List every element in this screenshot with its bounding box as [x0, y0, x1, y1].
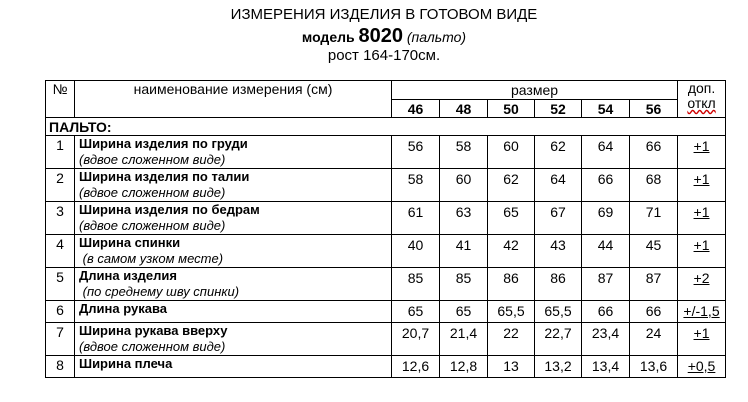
measurement-name-cell [75, 323, 392, 356]
tolerance-value: +0,5 [687, 358, 716, 374]
measurement-value: 71 [630, 202, 678, 235]
size-header: 56 [630, 100, 678, 118]
measurement-value: 23,4 [582, 323, 630, 356]
height-range: рост 164-170см. [327, 47, 441, 64]
table-row [46, 136, 726, 169]
measurement-name: Ширина спинки [79, 235, 181, 250]
measurement-value: 13 [488, 356, 535, 378]
measurement-value: 86 [488, 268, 535, 301]
measurement-value: 43 [535, 235, 582, 268]
measurement-value: 65,5 [535, 301, 582, 323]
measurement-value: 66 [630, 301, 678, 323]
measurement-value: 20,7 [392, 323, 440, 356]
row-number: 8 [46, 356, 75, 378]
measurement-value: 12,8 [440, 356, 488, 378]
number-column-header: № [46, 81, 75, 118]
tolerance-cell [678, 169, 726, 202]
tolerance-value: +1 [693, 171, 710, 187]
measurement-value: 22 [488, 323, 535, 356]
row-number: 6 [46, 301, 75, 323]
measurement-value: 13,6 [630, 356, 678, 378]
measurement-value: 64 [582, 136, 630, 169]
measurement-value: 21,4 [440, 323, 488, 356]
measurement-value: 68 [630, 169, 678, 202]
measurement-value: 87 [582, 268, 630, 301]
measurement-value: 41 [440, 235, 488, 268]
measurement-value: 62 [488, 169, 535, 202]
measurement-value: 60 [440, 169, 488, 202]
size-header: 48 [440, 100, 488, 118]
tolerance-cell [678, 268, 726, 301]
measurement-name-cell [75, 301, 392, 323]
model-kind: (пальто) [406, 29, 467, 45]
tolerance-header-line2: откл [687, 95, 716, 111]
measurement-value: 44 [582, 235, 630, 268]
row-number: 2 [46, 169, 75, 202]
row-number: 1 [46, 136, 75, 169]
measurement-value: 65 [488, 202, 535, 235]
measurement-note: (вдвое сложенном виде) [79, 218, 226, 233]
measurement-value: 66 [582, 169, 630, 202]
measurement-name-cell [75, 268, 392, 301]
table-row [46, 268, 726, 301]
measurement-value: 13,4 [582, 356, 630, 378]
tolerance-cell [678, 323, 726, 356]
measurement-value: 65,5 [488, 301, 535, 323]
table-row [46, 235, 726, 268]
row-number: 5 [46, 268, 75, 301]
tolerance-value: +1 [693, 204, 710, 220]
measurement-name: Длина изделия [79, 268, 177, 283]
size-column-header: размер [392, 81, 678, 100]
measurement-value: 86 [535, 268, 582, 301]
tolerance-header-line1: доп. [687, 80, 716, 96]
measurement-value: 42 [488, 235, 535, 268]
table-row [46, 169, 726, 202]
measurement-value: 61 [392, 202, 440, 235]
row-number: 3 [46, 202, 75, 235]
measurement-note: (по среднему шву спинки) [79, 284, 240, 299]
model-line [0, 25, 748, 48]
measurement-table [45, 80, 726, 378]
tolerance-value: +1 [693, 237, 710, 253]
row-number: 4 [46, 235, 75, 268]
measurement-name: Ширина рукава вверху [79, 323, 228, 338]
measurement-name-cell [75, 235, 392, 268]
row-number: 7 [46, 323, 75, 356]
measurement-name: Ширина изделия по груди [79, 136, 248, 151]
measurement-value: 22,7 [535, 323, 582, 356]
size-header: 46 [392, 100, 440, 118]
tolerance-value: +/-1,5 [683, 303, 720, 319]
measurement-name-cell [75, 202, 392, 235]
measurement-name: Длина рукава [79, 301, 167, 316]
measurement-value: 24 [630, 323, 678, 356]
measurement-value: 69 [582, 202, 630, 235]
measurement-value: 65 [440, 301, 488, 323]
header-row [46, 81, 726, 100]
measurement-value: 63 [440, 202, 488, 235]
size-header: 50 [488, 100, 535, 118]
measurement-name-cell [75, 136, 392, 169]
table-row [46, 356, 726, 378]
size-header: 54 [582, 100, 630, 118]
table-row [46, 202, 726, 235]
measurement-table-body [46, 81, 726, 378]
tolerance-value: +2 [693, 270, 710, 286]
measurement-name: Ширина плеча [79, 356, 173, 371]
measurement-value: 45 [630, 235, 678, 268]
tolerance-cell [678, 202, 726, 235]
section-title: ПАЛЬТО: [46, 118, 726, 136]
measurement-value: 58 [440, 136, 488, 169]
measurement-value: 85 [392, 268, 440, 301]
measurement-name: Ширина изделия по талии [79, 169, 250, 184]
name-column-header: наименование измерения (см) [75, 81, 392, 118]
measurement-name-cell [75, 169, 392, 202]
measurement-note: (вдвое сложенном виде) [79, 339, 226, 354]
measurement-value: 13,2 [535, 356, 582, 378]
measurement-value: 58 [392, 169, 440, 202]
tolerance-value: +1 [693, 138, 710, 154]
measurement-value: 40 [392, 235, 440, 268]
table-row [46, 301, 726, 323]
measurement-value: 66 [582, 301, 630, 323]
tolerance-cell [678, 136, 726, 169]
measurement-value: 65 [392, 301, 440, 323]
measurement-value: 66 [630, 136, 678, 169]
measurement-value: 12,6 [392, 356, 440, 378]
measurement-value: 60 [488, 136, 535, 169]
tolerance-column-header [678, 81, 726, 118]
model-number: 8020 [358, 25, 403, 47]
measurement-name-cell [75, 356, 392, 378]
measurement-value: 87 [630, 268, 678, 301]
measurement-value: 67 [535, 202, 582, 235]
measurement-note: (в самом узком месте) [79, 251, 224, 266]
tolerance-value: +1 [693, 325, 710, 341]
measurement-name: Ширина изделия по бедрам [79, 202, 260, 217]
tolerance-cell [678, 301, 726, 323]
tolerance-cell [678, 235, 726, 268]
document-title: ИЗМЕРЕНИЯ ИЗДЕЛИЯ В ГОТОВОМ ВИДЕ [230, 6, 538, 23]
measurement-value: 56 [392, 136, 440, 169]
measurement-value: 64 [535, 169, 582, 202]
measurement-note: (вдвое сложенном виде) [79, 152, 226, 167]
measurement-value: 85 [440, 268, 488, 301]
tolerance-cell [678, 356, 726, 378]
table-row [46, 323, 726, 356]
model-label: модель [301, 29, 355, 45]
measurement-note: (вдвое сложенном виде) [79, 185, 226, 200]
measurement-value: 62 [535, 136, 582, 169]
section-row [46, 118, 726, 136]
size-header: 52 [535, 100, 582, 118]
